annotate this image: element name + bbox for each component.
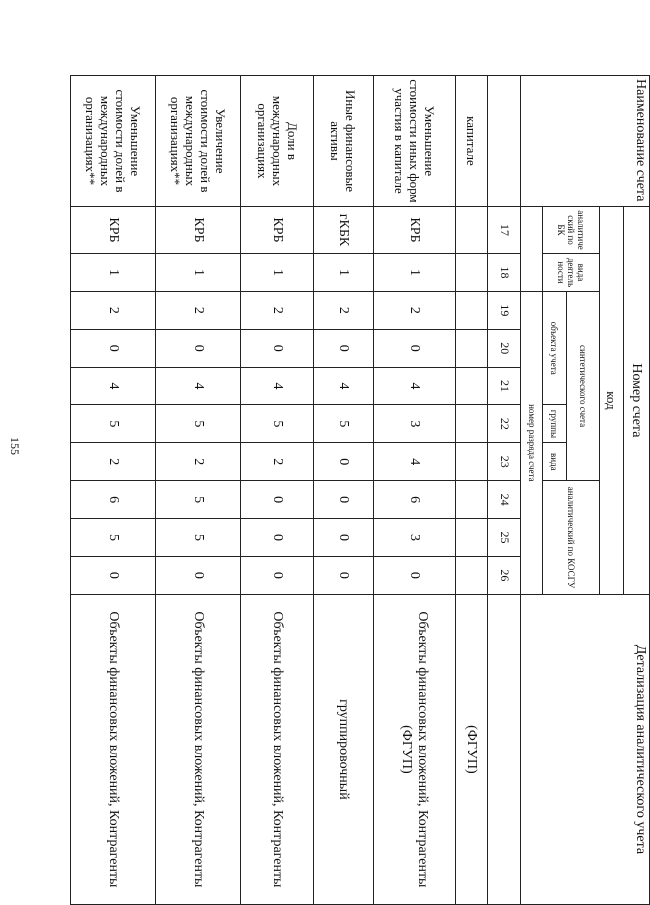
- account-name-cell: Увеличение стоимости долей в международных организациях**: [156, 76, 241, 207]
- value-cell: 5: [313, 405, 373, 443]
- value-cell: 1: [156, 254, 241, 292]
- header-activity-type: вида деятельности: [542, 254, 599, 292]
- value-cell: 3: [373, 519, 455, 557]
- digit-cell: 19: [488, 291, 521, 329]
- value-cell: 0: [373, 329, 455, 367]
- value-cell: 4: [313, 367, 373, 405]
- value-cell: 0: [241, 519, 313, 557]
- accounts-table: [70, 75, 650, 905]
- value-cell: 4: [241, 367, 313, 405]
- value-cell: 0: [373, 556, 455, 594]
- value-cell: гКБК: [313, 206, 373, 253]
- value-cell: 0: [313, 519, 373, 557]
- carry-row: [455, 76, 488, 905]
- value-cell: 1: [71, 254, 156, 292]
- value-cell: 2: [71, 291, 156, 329]
- value-cell: 2: [373, 291, 455, 329]
- value-cell: 0: [241, 481, 313, 519]
- digit-cell: 18: [488, 254, 521, 292]
- value-cell: 4: [373, 367, 455, 405]
- value-cell: 3: [373, 405, 455, 443]
- digits-row: [488, 76, 521, 905]
- value-cell: 2: [71, 443, 156, 481]
- header-digit-number: номер разряда счета: [521, 291, 543, 594]
- table-row: [156, 76, 241, 905]
- header-spacer: [521, 206, 543, 291]
- header-object: объекта учета: [542, 291, 566, 405]
- detail-cell: Объекты финансовых вложений, Контрагенты (ФГУП): [373, 594, 455, 904]
- header-synthetic: синтетического счета: [566, 291, 599, 480]
- header-analytic-bk: аналитический по БК: [542, 206, 599, 253]
- value-cell: КРБ: [71, 206, 156, 253]
- digit-cell: 23: [488, 443, 521, 481]
- value-cell: 4: [156, 367, 241, 405]
- table-row: [373, 76, 455, 905]
- value-cell: 0: [156, 329, 241, 367]
- account-name-cell: капитале: [455, 76, 488, 207]
- detail-cell: (ФГУП): [455, 594, 488, 904]
- account-name-cell: Уменьшение стоимости иных форм участия в капитале: [373, 76, 455, 207]
- value-cell: 2: [313, 291, 373, 329]
- value-cell: 1: [373, 254, 455, 292]
- value-cell: 5: [241, 405, 313, 443]
- digit-cell: 20: [488, 329, 521, 367]
- value-cell: 5: [156, 481, 241, 519]
- account-name-cell: Доли в международных организациях: [241, 76, 313, 207]
- value-cell: 6: [71, 481, 156, 519]
- digit-cell: 26: [488, 556, 521, 594]
- digits-row-blank: [488, 76, 521, 207]
- value-cell: 0: [313, 443, 373, 481]
- value-cell: 0: [71, 556, 156, 594]
- value-cell: КРБ: [156, 206, 241, 253]
- value-cell: 1: [241, 254, 313, 292]
- page-number: 155: [8, 437, 22, 455]
- value-cell: 5: [156, 519, 241, 557]
- table-row: [241, 76, 313, 905]
- digit-cell: 21: [488, 367, 521, 405]
- digit-cell: 24: [488, 481, 521, 519]
- value-cell: 6: [373, 481, 455, 519]
- detail-cell: Объекты финансовых вложений, Контрагенты: [241, 594, 313, 904]
- value-cell: 0: [71, 329, 156, 367]
- header-account-number: Номер счета: [623, 206, 649, 594]
- value-cell: 0: [241, 556, 313, 594]
- header-detail: Детализация аналитического учета: [521, 594, 650, 904]
- value-cell: 0: [313, 481, 373, 519]
- account-name-cell: Иные финансовые активы: [313, 76, 373, 207]
- value-cell: 0: [156, 556, 241, 594]
- digit-cell: 25: [488, 519, 521, 557]
- value-cell: КРБ: [373, 206, 455, 253]
- digit-cell: 17: [488, 206, 521, 253]
- header-type: вида: [542, 443, 566, 481]
- header-analytic-kosgu: аналитический по КОСГУ: [542, 481, 599, 595]
- value-cell: 5: [71, 405, 156, 443]
- detail-cell: группировочный: [313, 594, 373, 904]
- detail-cell: Объекты финансовых вложений, Контрагенты: [156, 594, 241, 904]
- value-cell: 4: [373, 443, 455, 481]
- table-row: [313, 76, 373, 905]
- value-cell: 2: [241, 291, 313, 329]
- header-code: код: [599, 206, 623, 594]
- value-cell: КРБ: [241, 206, 313, 253]
- account-name-cell: Уменьшение стоимости долей в международных организациях**: [71, 76, 156, 207]
- value-cell: 5: [156, 405, 241, 443]
- rotated-table-wrapper: [70, 75, 650, 905]
- value-cell: 5: [71, 519, 156, 557]
- header-group: группы: [542, 405, 566, 443]
- value-cell: 1: [313, 254, 373, 292]
- value-cell: 2: [156, 443, 241, 481]
- header-account-name: Наименование счета: [521, 76, 650, 207]
- value-cell: 0: [313, 329, 373, 367]
- digit-cell: 22: [488, 405, 521, 443]
- value-cell: 4: [71, 367, 156, 405]
- value-cell: 2: [241, 443, 313, 481]
- value-cell: 0: [313, 556, 373, 594]
- value-cell: 0: [241, 329, 313, 367]
- table-row: [71, 76, 156, 905]
- value-cell: 2: [156, 291, 241, 329]
- detail-cell: Объекты финансовых вложений, Контрагенты: [71, 594, 156, 904]
- digits-row-detail-blank: [488, 594, 521, 904]
